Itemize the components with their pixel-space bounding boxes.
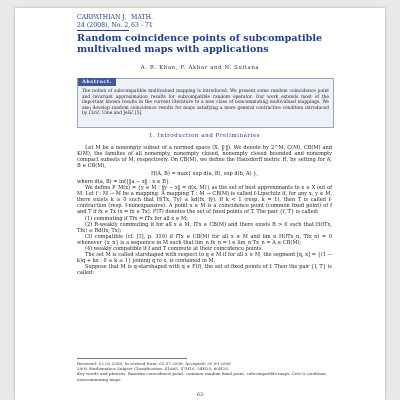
section-heading: 1. Introduction and Preliminaries <box>148 133 261 139</box>
footnotes <box>77 361 332 382</box>
header-rule <box>77 30 129 31</box>
abstract-text: The notion of subcompatible multivalued mapping is introduced. We present some random coincidence point and invariant approximation results for subcompatible random operator. Our work extends most of the important known results in the current literature to a new class of noncommuting multivalued mappings. We also develop random coincidence results for maps satisfying a more general contractive condition introduced by Ćirić, Ume and Ješić [5]. <box>82 89 329 117</box>
paper-title: Random coincidence points of subcompatible multivalued maps with applications <box>77 33 323 55</box>
list-item: (3) compatible (cf. [1], p. 319) if fTx ∈ CB(M) for all x ∈ M and lim_n H(fTx_n, Tfx_n) = 0 whenever {x_n} is a sequence in M such that lim_n fx_n = t ∈ lim_n Tx_n = A ∈ CB(M); <box>77 233 332 246</box>
footnote-received: Received: 13.03.2008; In revised form: 01.07.2008; Accepted: 30.09.2008 <box>77 361 231 366</box>
journal-pages: 63 - 71 <box>131 22 153 29</box>
paper-page <box>15 8 385 400</box>
equation-hausdorff: H(A, B) = max{ sup d(a, B), sup d(b, A) }, <box>150 171 259 178</box>
journal-header <box>77 14 153 30</box>
paragraph: We define P_M(x) = {y ∈ M : ‖y − x‖ = d(x, M)} as the set of best approximants to x ∈ X out of M. Let f : M → M be a mapping. A mapping T : M → CB(M) is called f-Lipschitz if, for any x, y ∈ M, there exists k ≥ 0 such that H(Tx, Ty) ≤ kd(fx, fy). If k < 1 (resp. k = 1), then T is called f-contraction (resp. f-nonexpansive). A point x ∈ M is a coincidence point (common fixed point) of f and T if fx ∈ Tx (x = fx ∈ Tx). F(T) denotes the set of fixed points of T. The pair {f, T} is called: <box>77 185 332 216</box>
journal-volume: 24 (2008), No. 2, <box>77 22 131 29</box>
list-item: (2) R-weakly commuting if for all x ∈ M, fTx ∈ CB(M) and there exists R > 0 such that H(fTx, Tfx) ≤ Rd(fx, Tx); <box>77 221 332 234</box>
paragraph: Let M be a nonempty subset of a normed space (X, ‖·‖). We denote by 2^M, C(M), CB(M) and K(M), the families of all nonempty, nonempty closed, nonempty closed bounded and nonempty compact subsets of M, respectively. On CB(M), we define the Hausdorff metric H, by setting for A, B ∈ CB(M), <box>77 145 332 170</box>
list-item: (4) weakly compatible if f and T commute at their coincidence points. <box>85 245 264 252</box>
paragraph: Suppose that M is q-starshaped with q ∈ F(f), the set of fixed points of f. Then the pair {f, T} is called: <box>77 263 332 276</box>
abstract-label: Abstract. <box>78 78 116 86</box>
body-text <box>77 145 332 276</box>
page-number: 63 <box>196 392 204 398</box>
abstract-box <box>77 78 334 128</box>
footnote-msc: 2000 Mathematics Subject Classification. 41A65, 47H10, 54H25, 60H25. <box>77 366 229 372</box>
list-item: (1) commuting if Tfx = fTx for all x ∈ M; <box>85 215 188 222</box>
paragraph: The set M is called starshaped with respect to q ∈ M if for all x ∈ M, the segment [q, x] = {(1 − k)q + kx : 0 ≤ k ≤ 1} joining q to x, is contained in M. <box>77 251 332 264</box>
journal-subject: MATH. <box>131 14 153 21</box>
paragraph: where d(a, B) = inf{‖a − x‖ : x ∈ B}. <box>77 179 171 186</box>
footnote-keywords: Key words and phrases. Random coincidence point, common random fixed point, subcompatible maps, Ćirić's condition, noncommuting maps. <box>77 371 328 382</box>
journal-name: CARPATHIAN J. <box>77 14 127 21</box>
paper-authors: A. R. Khan, F. Akbar and N. Sultana <box>140 65 260 71</box>
footnote-rule <box>77 358 187 359</box>
